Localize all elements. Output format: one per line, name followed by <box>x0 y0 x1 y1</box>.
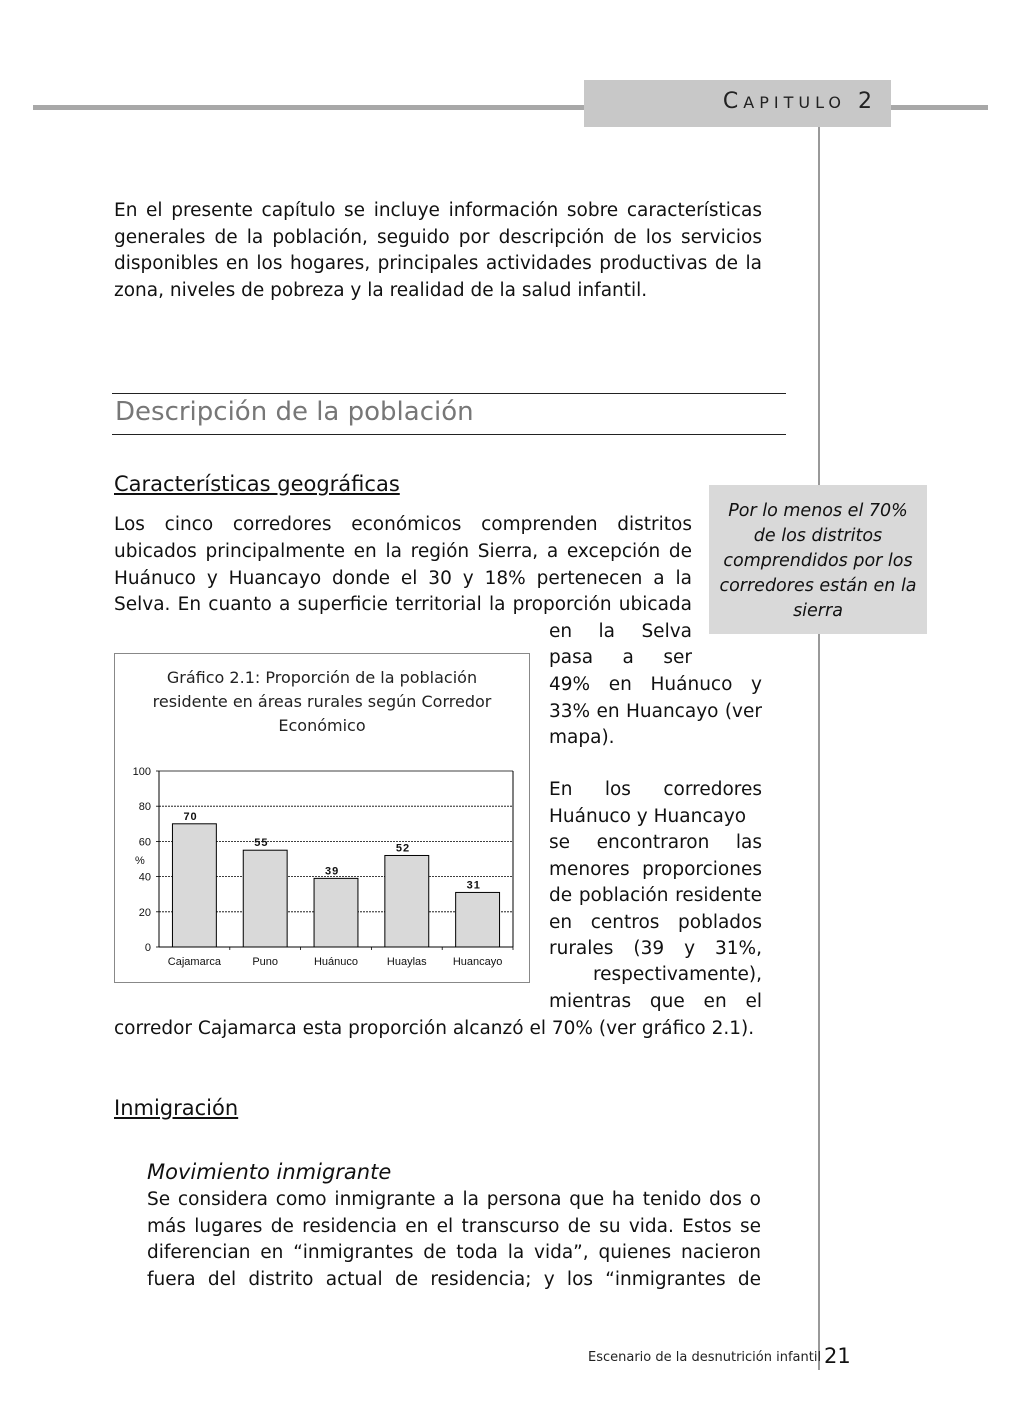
geo-p2-line4: menores proporciones <box>549 859 762 880</box>
sidebar-quote-text: Por lo menos el 70% de los distritos comprendidos por los corredores están en la sierra <box>719 501 917 621</box>
geo-p1-col-a: en la Selva <box>549 621 692 642</box>
geo-p2-line6: en centros poblados <box>549 912 762 933</box>
geo-p2-line5: de población residente <box>549 885 762 906</box>
page-number: 21 <box>824 1344 851 1368</box>
geo-p2-line9: mientras que en el <box>549 991 762 1012</box>
inmigracion-subheading: Movimiento inmigrante <box>147 1160 392 1184</box>
chapter-label-rest: APITULO <box>743 93 846 112</box>
x-tick-label: Huánuco <box>313 956 359 968</box>
section-title-box <box>112 393 786 435</box>
geo-p1-col-b: pasa a ser <box>549 647 692 668</box>
geo-p1-line1: Los cinco corredores económicos comprenden distritos <box>114 514 692 535</box>
intro-paragraph: En el presente capítulo se incluye información sobre características generales de la población, seguido por descripción de los servicios disponibles en los hogares, principales actividades productivas de la zona, niveles de pobreza y la realidad de la salud infantil. <box>114 200 762 301</box>
x-tick-label: Huancayo <box>452 956 503 968</box>
geo-p2-line3: se encontraron las <box>549 832 762 853</box>
geo-p1-line2: ubicados principalmente en la región Sierra, a excepción de <box>114 541 692 562</box>
geo-p2-line2: Huánuco y Huancayo <box>549 806 747 827</box>
x-tick-label: Huaylas <box>386 956 427 968</box>
bar-value-label: 55 <box>254 837 269 850</box>
margin-rule <box>818 127 820 1370</box>
footer-text: Escenario de la desnutrición infantil <box>588 1350 822 1365</box>
geo-p1-line3: Huánuco y Huancayo donde el 30 y 18% pertenecen a la <box>114 568 692 589</box>
geo-p1-col-d: 33% en Huancayo (ver <box>549 701 762 722</box>
geo-p2-line7: rurales (39 y 31%, <box>549 938 762 959</box>
bar-value-label: 39 <box>325 865 340 878</box>
geo-p2-line1: En los corredores <box>549 779 762 800</box>
bar <box>172 824 216 947</box>
x-tick-label: Cajamarca <box>167 956 221 968</box>
y-tick-label: 20 <box>138 906 151 919</box>
geo-p2-line8: respectivamente), <box>592 964 762 985</box>
inmigracion-heading: Inmigración <box>114 1096 239 1120</box>
chart-title-line2: residente en áreas rurales según Corredor <box>152 692 492 711</box>
chart-title-line1: Gráfico 2.1: Proporción de la población <box>166 668 478 687</box>
y-tick-label: 60 <box>138 836 151 849</box>
section-title: Descripción de la población <box>115 397 474 427</box>
chart-title-line3: Económico <box>278 716 366 735</box>
y-tick-label: 40 <box>138 871 151 884</box>
geo-p1-col-c: 49% en Huánuco y <box>549 674 762 695</box>
chapter-label <box>723 89 877 114</box>
chapter-number: 2 <box>858 89 877 114</box>
x-tick-label: Puno <box>252 956 279 968</box>
y-tick-label: 80 <box>138 801 151 814</box>
bar <box>314 878 358 947</box>
chart-container <box>114 653 530 983</box>
y-tick-label: 0 <box>144 942 151 954</box>
y-tick-label: 100 <box>132 766 151 778</box>
bar-value-label: 70 <box>183 810 198 823</box>
geo-p1-line4: Selva. En cuanto a superficie territorial la proporción ubicada <box>114 594 692 615</box>
bar <box>243 850 287 947</box>
sidebar-quote <box>709 485 927 634</box>
inmigracion-paragraph: Se considera como inmigrante a la persona que ha tenido dos o más lugares de residencia en el transcurso de su vida. Estos se diferencian en “inmigrantes de toda la vida”, quienes nacieron fuera del distrito actual de residencia; y los “inmigrantes de <box>147 1189 761 1290</box>
chapter-label-first: C <box>722 89 744 114</box>
geo-p2-last: corredor Cajamarca esta proporción alcanzó el 70% (ver gráfico 2.1). <box>114 1018 755 1039</box>
bar <box>385 855 429 947</box>
bar-value-label: 52 <box>395 842 411 855</box>
geo-p1-col-e: mapa). <box>549 727 615 748</box>
bar-value-label: 31 <box>466 879 481 892</box>
y-axis-label: % <box>135 855 145 867</box>
chapter-header-box <box>584 80 891 127</box>
bar-chart <box>115 654 529 982</box>
bar <box>456 892 500 947</box>
geo-heading: Características geográficas <box>114 472 400 496</box>
